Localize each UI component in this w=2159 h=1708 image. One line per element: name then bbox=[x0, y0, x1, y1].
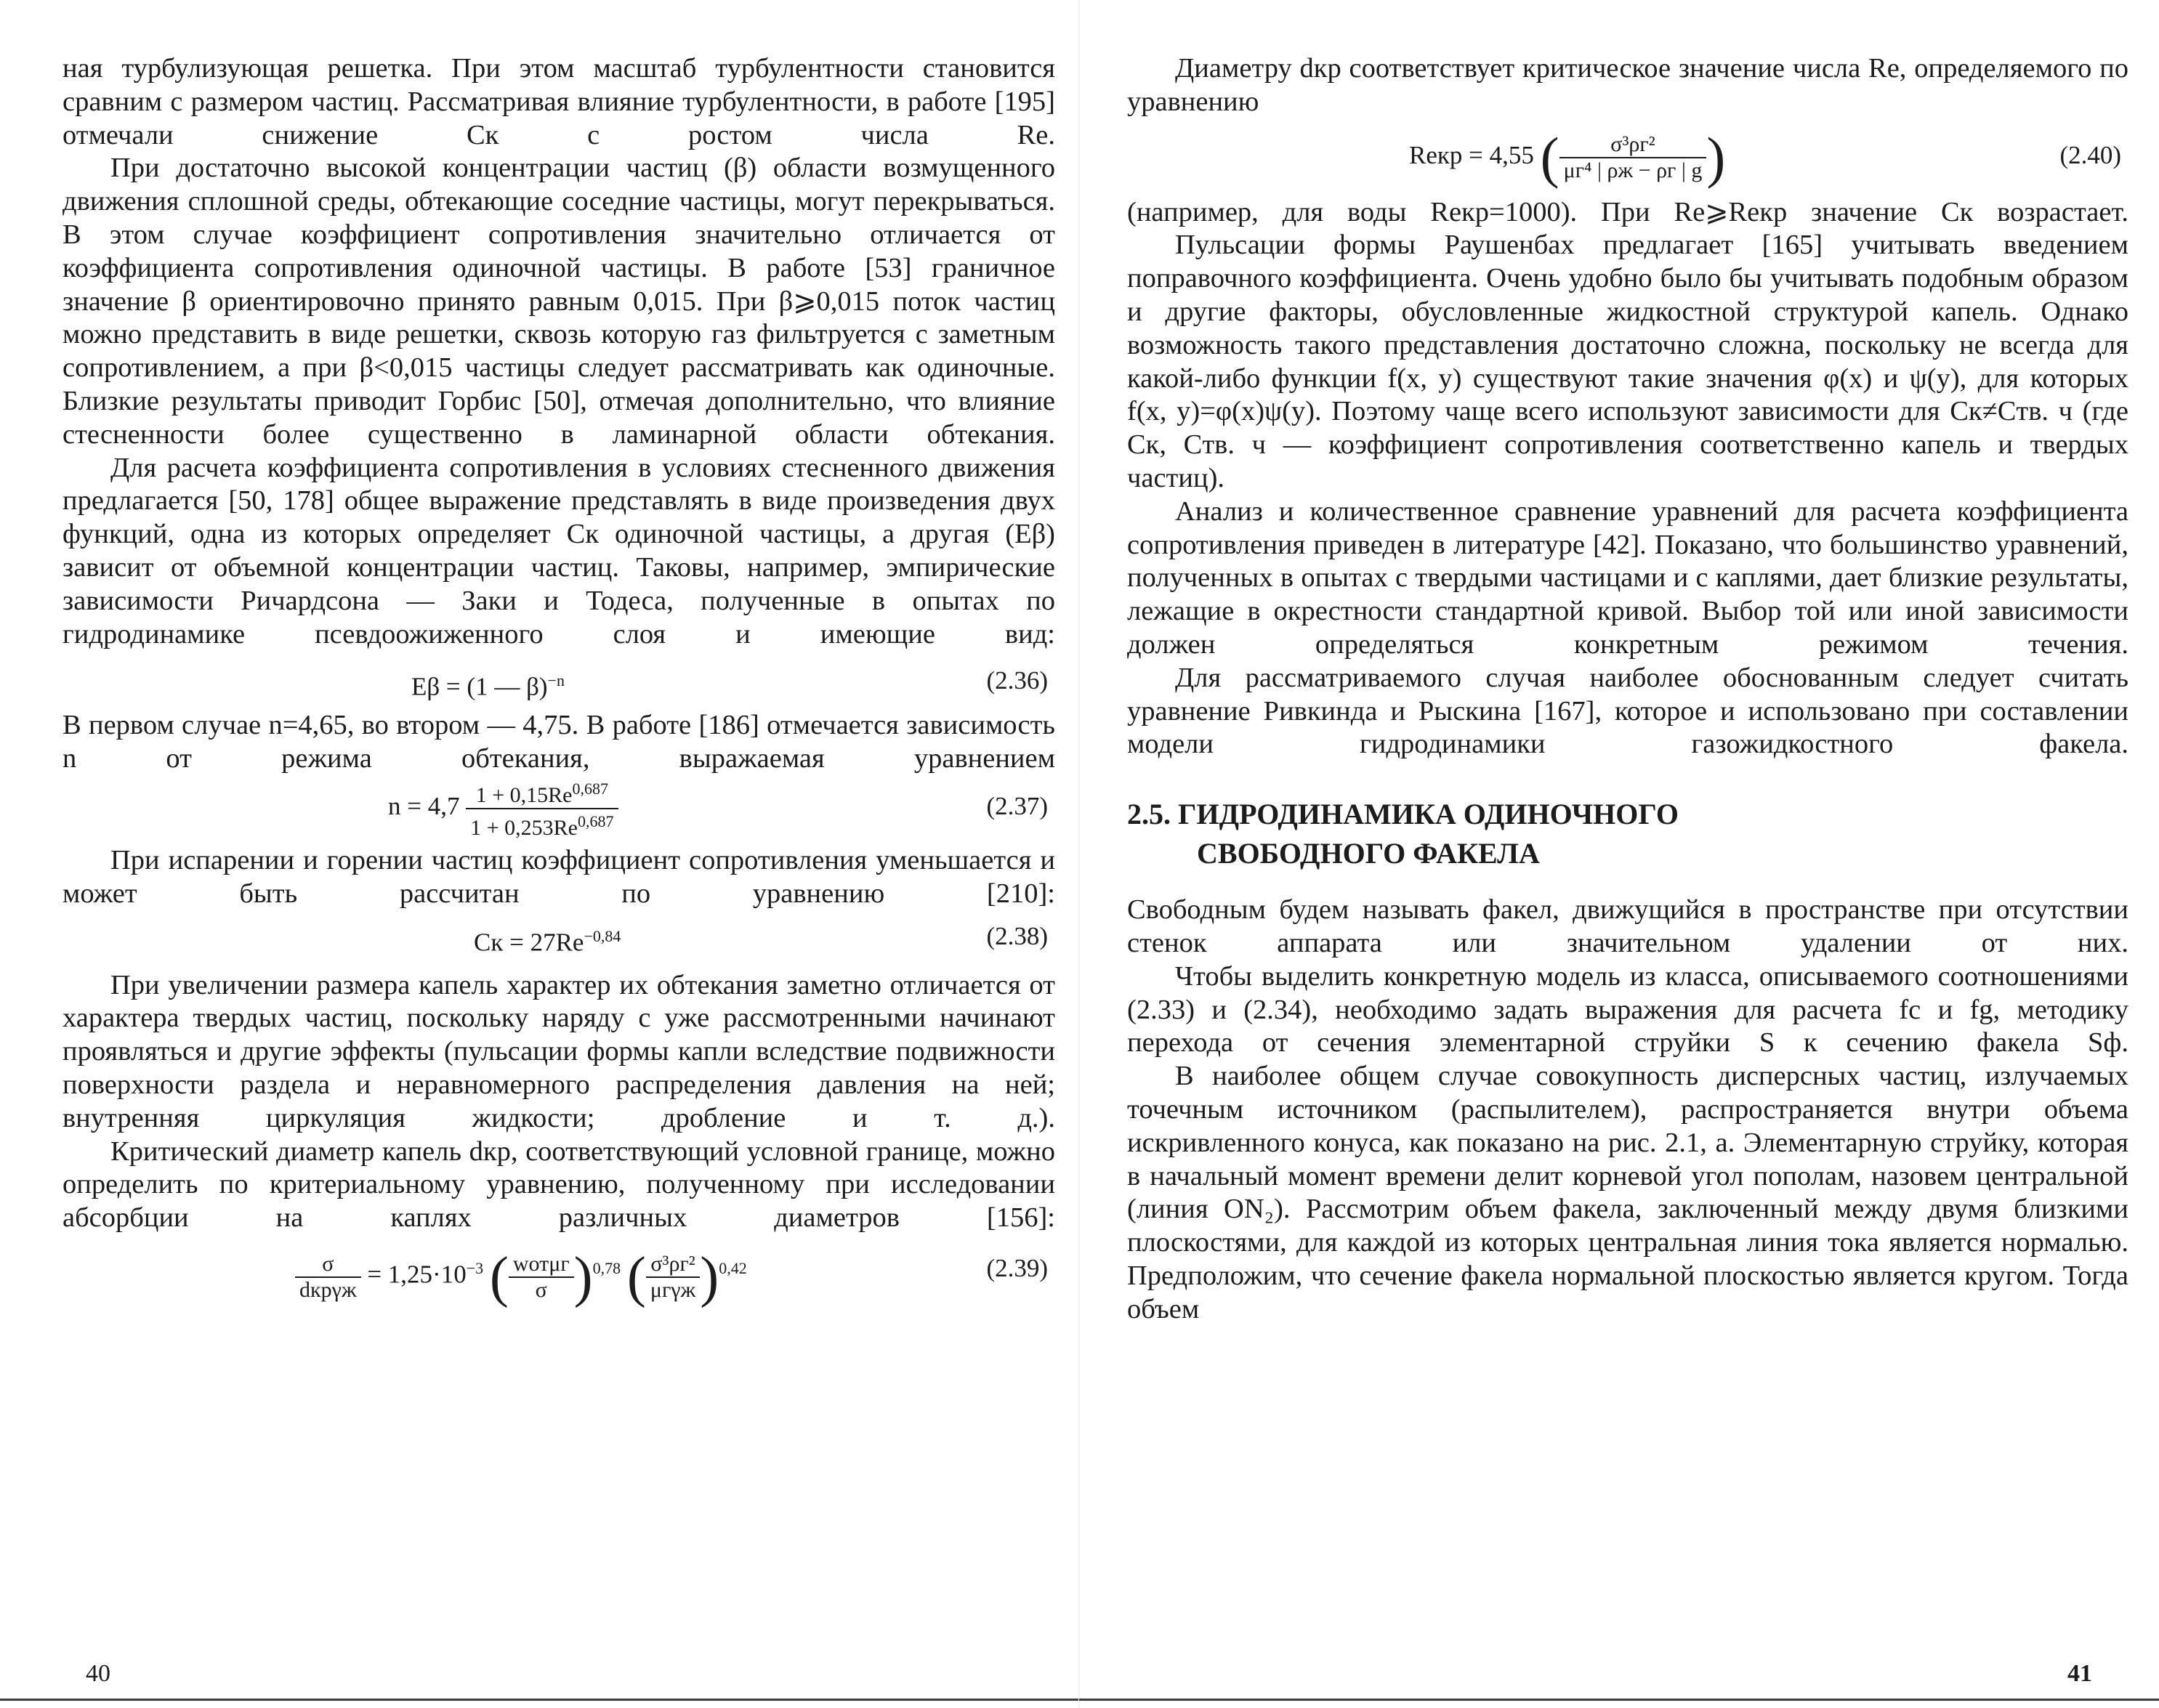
paragraph: Чтобы выделить конкретную модель из класса, описываемого соотношениями (2.33) и (2.34), необходимо задать выражения для расчета fс и fg, методику перехода от сечения элементарной струйки S к сечению факела Sф. bbox=[1127, 960, 2128, 1059]
equation-formula: $\frac{\sigma}{\text{dкрγж}}$ = $1,25\cdot 10^{-3}$ ( $\frac{\text{wотμг}}{\sigma}$ )$^{0,78}$ ( $\frac{\text{σ³ρг²}}{\text{μгγж}}$ )$^{0,42}$ bbox=[295, 1235, 747, 1308]
paragraph: Пульсации формы Раушенбах предлагает [165] учитывать введением поправочного коэффициента. Очень удобно было бы учитывать подобным образом и другие факторы, обусловленные жидкостной структурой капель. Однако возможность такого представления достаточно сложна, поскольку не всегда для какой-либо функции f(x, y) существуют такие значения φ(x) и ψ(y), для которых f(x, y)=φ(x)ψ(y). Поэтому чаще всего используют зависимости для Cк≠Cтв. ч (где Cк, Cтв. ч — коэффициент сопротивления соответственно капель и твердых частиц). bbox=[1127, 230, 2128, 493]
equation-2-40 bbox=[1127, 122, 2128, 189]
section-heading: 2.5. ГИДРОДИНАМИКА ОДИНОЧНОГО СВОБОДНОГО ФАКЕЛА bbox=[1127, 798, 1679, 870]
right-page bbox=[1079, 0, 2159, 1708]
left-text-column bbox=[62, 52, 1055, 1308]
equation-2-36 bbox=[62, 655, 1055, 706]
page-bottom-rule bbox=[0, 1699, 1079, 1701]
paragraph: Критический диаметр капель dкр, соответствующий условной границе, можно определить по критериальному уравнению, полученному при исследовании абсорбции на каплях различных диаметров [156]: bbox=[62, 1136, 1055, 1234]
paragraph: При увеличении размера капель характер их обтекания заметно отличается от характера твердых частиц, поскольку наряду с уже рассмотренными начинают проявляться и другие эффекты (пульсации формы капли вследствие подвижности поверхности раздела и неравномерного распределения давления на ней; внутренняя циркуляция жидкости; дробление и т. д.). bbox=[62, 969, 1055, 1133]
paragraph: Свободным будем называть факел, движущийся в пространстве при отсутствии стенок аппарата или значительном удалении от них. bbox=[1127, 894, 2128, 958]
paragraph: Анализ и количественное сравнение уравнений для расчета коэффициента сопротивления приведен в литературе [42]. Показано, что большинство уравнений, полученных в опытах с твердыми частицами и с каплями, дает близкие результаты, лежащие в окрестности стандартной кривой. Выбор той или иной зависимости должен определяться конкретным режимом течения. bbox=[1127, 495, 2128, 660]
equation-formula: Eβ = (1 — β)$^{-n}$ bbox=[411, 671, 565, 701]
page-bottom-rule bbox=[1079, 1699, 2159, 1701]
equation-number: (2.37) bbox=[986, 791, 1048, 820]
paragraph: ная турбулизующая решетка. При этом масштаб турбулентности становится сравним с размером частиц. Рассматривая влияние турбулентности, в работе [195] отмечали снижение Cк с ростом числа Re. bbox=[62, 53, 1055, 150]
right-text-column bbox=[1127, 52, 2128, 1327]
paragraph: Для расчета коэффициента сопротивления в условиях стесненного движения предлагается [50, 178] общее выражение представлять в виде произведения двух функций, одна из которых определяет Cк одиночной частицы, а другая (Eβ) зависит от объемной концентрации частиц. Таковы, например, эмпирические зависимости Ричардсона — Заки и Тодеса, полученные в опытах по гидродинамике псевдоожиженного слоя и имеющие вид: bbox=[62, 452, 1055, 649]
equation-number: (2.40) bbox=[2059, 140, 2121, 169]
equation-number: (2.38) bbox=[986, 921, 1048, 950]
equation-2-39 bbox=[62, 1235, 1055, 1308]
equation-number: (2.39) bbox=[986, 1253, 1048, 1282]
equation-formula: n = 4,7 $\frac{1 + 0,15Re^{0,687}}{1 + 0,253Re^{0,687}}$ bbox=[388, 776, 618, 841]
paragraph: В наиболее общем случае совокупность дисперсных частиц, излучаемых точечным источником (распылителем), распространяется внутри объема искривленного конуса, как показано на рис. 2.1, а. Элементарную струйку, которая в начальный момент времени делит корневой угол пополам, назовем центральной (линия ON₂). Рассмотрим объем факела, заключенный между двумя близкими плоскостями, для каждой из которых центральная линия тока является нормалью. Предположим, что сечение факела нормальной плоскостью является кругом. Тогда объем bbox=[1127, 1061, 2128, 1324]
equation-number: (2.36) bbox=[986, 666, 1048, 695]
equation-2-38 bbox=[62, 911, 1055, 962]
paragraph: Диаметру dкр соответствует критическое значение числа Re, определяемого по уравнению bbox=[1127, 53, 2128, 117]
paragraph: В первом случае n=4,65, во втором — 4,75. В работе [186] отмечается зависимость n от режима обтекания, выражаемая уравнением bbox=[62, 710, 1055, 774]
equation-formula: Cк = $27Re^{-0,84}$ bbox=[474, 926, 621, 957]
left-page bbox=[0, 0, 1079, 1708]
page-number: 41 bbox=[2067, 1660, 2092, 1687]
equation-formula: Reкр = 4,55 ( $\frac{\text{σ³ρг²}}{\text{μг⁴ | ρж − ρг | g}}$ ) bbox=[1409, 125, 1726, 189]
page-number: 40 bbox=[86, 1660, 110, 1687]
paragraph: При достаточно высокой концентрации частиц (β) области возмущенного движения сплошной среды, обтекающие соседние частицы, могут перекрываться. В этом случае коэффициент сопротивления значительно отличается от коэффициента сопротивления одиночной частицы. В работе [53] граничное значение β ориентировочно принято равным 0,015. При β⩾0,015 поток частиц можно представить в виде решетки, сквозь которую газ фильтруется с заметным сопротивлением, а при β<0,015 частицы следует рассматривать как одиночные. Близкие результаты приводит Горбис [50], отмечая дополнительно, что влияние стесненности более существенно в ламинарной области обтекания. bbox=[62, 153, 1055, 450]
equation-2-37 bbox=[62, 776, 1055, 840]
paragraph: Для рассматриваемого случая наиболее обоснованным следует считать уравнение Ривкинда и Рыскина [167], которое и использовано при составлении модели гидродинамики газожидкостного факела. bbox=[1127, 662, 2128, 760]
paragraph: (например, для воды Reкр=1000). При Re⩾Reкр значение Cк возрастает. bbox=[1127, 196, 2128, 227]
paragraph: При испарении и горении частиц коэффициент сопротивления уменьшается и может быть рассчитан по уравнению [210]: bbox=[62, 844, 1055, 909]
